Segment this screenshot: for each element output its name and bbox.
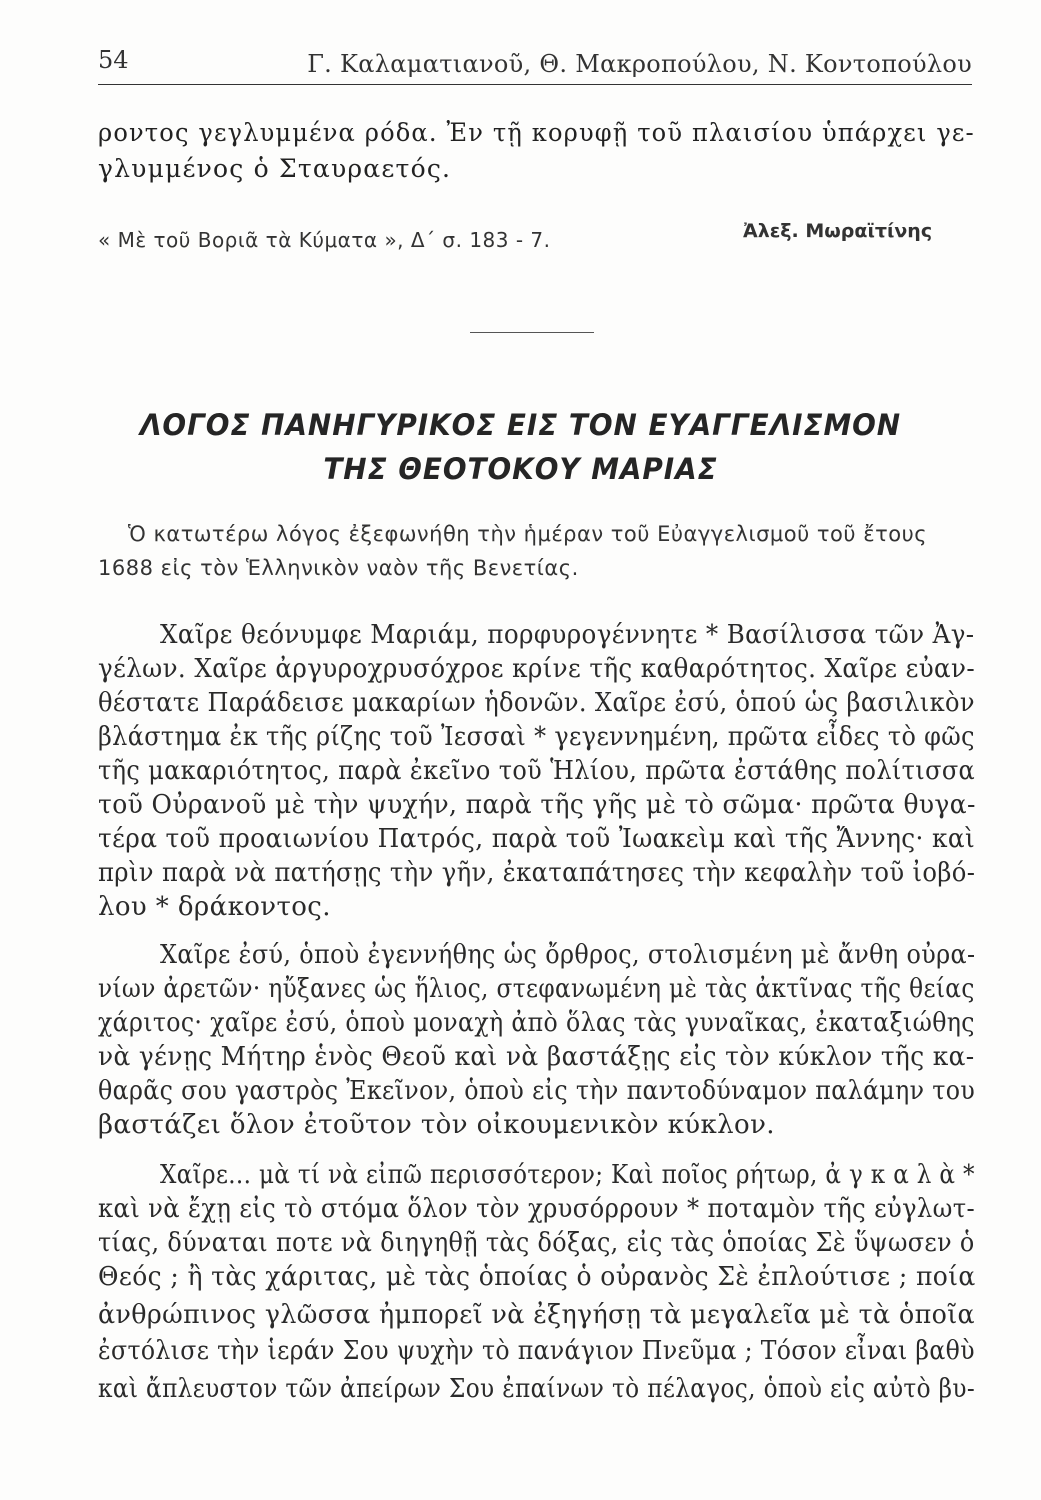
body-line: ἀνθρώπινος γλῶσσα ἠμπορεῖ νὰ ἐξηγήσῃ τὰ μεγαλεῖα μὲ τὰ ὁποῖα [98, 1300, 975, 1330]
body-line: τέρα τοῦ προαιωνίου Πατρός, παρὰ τοῦ Ἰωακεὶμ καὶ τῆς Ἄννης· καὶ [98, 824, 976, 854]
body-line: θαρᾶς σου γαστρὸς Ἐκεῖνον, ὁποὺ εἰς τὴν παντοδύναμον παλάμην του [98, 1076, 976, 1106]
body-line: Χαῖρε θεόνυμφε Μαριάμ, πορφυρογέννητε * Βασίλισσα τῶν Ἀγ- [160, 620, 975, 650]
intro-line-1: Ὁ κατωτέρω λόγος ἐξεφωνήθη τὴν ἡμέραν τοῦ Εὐαγγελισμοῦ τοῦ ἔτους [128, 522, 928, 546]
body-line: καὶ ἄπλευστον τῶν ἀπείρων Σου ἐπαίνων τὸ πέλαγος, ὁποὺ εἰς αὐτὸ βυ- [98, 1374, 976, 1404]
article-title-line-1: ΛΟΓΟΣ ΠΑΝΗΓΥΡΙΚΟΣ ΕΙΣ ΤΟΝ ΕΥΑΓΓΕΛΙΣΜΟΝ [139, 408, 902, 442]
signature: Ἀλεξ. Μωραϊτίνης [743, 220, 933, 242]
body-line: καὶ νὰ ἔχῃ εἰς τὸ στόμα ὅλον τὸν χρυσόρρουν * ποταμὸν τῆς εὐγλωτ- [98, 1194, 976, 1224]
header-authors: Γ. Καλαματιανοῦ, Θ. Μακροπούλου, Ν. Κοντοπούλου [307, 50, 972, 78]
body-line: πρὶν παρὰ νὰ πατήσῃς τὴν γῆν, ἐκαταπάτησες τὴν κεφαλὴν τοῦ ἰοβό- [98, 858, 976, 888]
body-line: νὰ γένῃς Μήτηρ ἑνὸς Θεοῦ καὶ νὰ βαστάξῃς εἰς τὸν κύκλον τῆς κα- [98, 1042, 975, 1072]
top-text-line-1: ροντος γεγλυμμένα ρόδα. Ἐν τῇ κορυφῇ τοῦ πλαισίου ὑπάρχει γε- [98, 118, 975, 147]
source-citation: « Μὲ τοῦ Βοριᾶ τὰ Κύματα », Δ΄ σ. 183 - 7. [98, 228, 551, 252]
body-line: βαστάζει ὅλον ἐτοῦτον τὸν οἰκουμενικὸν κύκλον. [98, 1110, 775, 1140]
article-title-line-2: ΤΗΣ ΘΕΟΤΟΚΟΥ ΜΑΡΙΑΣ [323, 452, 718, 486]
body-line: τοῦ Οὐρανοῦ μὲ τὴν ψυχήν, παρὰ τῆς γῆς μὲ τὸ σῶμα· πρῶτα θυγα- [98, 790, 976, 820]
body-line: λου * δράκοντος. [98, 892, 331, 922]
body-line: χάριτος· χαῖρε ἐσύ, ὁποὺ μοναχὴ ἀπὸ ὅλας τὰς γυναῖκας, ἐκαταξιώθης [98, 1008, 975, 1038]
body-line: γέλων. Χαῖρε ἀργυροχρυσόχροε κρίνε τῆς καθαρότητος. Χαῖρε εὐαν- [98, 654, 976, 684]
body-line: ἐστόλισε τὴν ἱεράν Σου ψυχὴν τὸ πανάγιον Πνεῦμα ; Τόσον εἶναι βαθὺ [98, 1336, 975, 1366]
top-text-line-2: γλυμμένος ὁ Σταυραετός. [98, 154, 452, 183]
body-line: τῆς μακαριότητος, παρὰ ἐκεῖνο τοῦ Ἡλίου, πρῶτα ἐστάθης πολίτισσα [98, 756, 976, 786]
body-line: νίων ἀρετῶν· ηὔξανες ὡς ἥλιος, στεφανωμένη μὲ τὰς ἀκτῖνας τῆς θείας [98, 974, 975, 1004]
section-divider [470, 332, 594, 333]
page-number: 54 [98, 46, 129, 74]
body-line: Χαῖρε... μὰ τί νὰ εἰπῶ περισσότερον; Καὶ ποῖος ρήτωρ, ἀ γ κ α λ ὰ * [160, 1160, 975, 1190]
body-line: Θεός ; ἢ τὰς χάριτας, μὲ τὰς ὁποίας ὁ οὐρανὸς Σὲ ἐπλούτισε ; ποία [98, 1262, 976, 1292]
intro-line-2: 1688 εἰς τὸν Ἑλληνικὸν ναὸν τῆς Βενετίας. [98, 556, 579, 580]
body-line: βλάστημα ἐκ τῆς ρίζης τοῦ Ἰεσσαὶ * γεγεννημένη, πρῶτα εἶδες τὸ φῶς [98, 722, 975, 752]
running-header [98, 44, 972, 85]
body-line: Χαῖρε ἐσύ, ὁποὺ ἐγεννήθης ὡς ὄρθρος, στολισμένη μὲ ἄνθη οὐρα- [160, 940, 976, 970]
body-line: θέστατε Παράδεισε μακαρίων ἡδονῶν. Χαῖρε ἐσύ, ὁπού ὡς βασιλικὸν [98, 688, 975, 718]
body-line: τίας, δύναται ποτε νὰ διηγηθῇ τὰς δόξας, εἰς τὰς ὁποίας Σὲ ὕψωσεν ὁ [98, 1228, 975, 1258]
